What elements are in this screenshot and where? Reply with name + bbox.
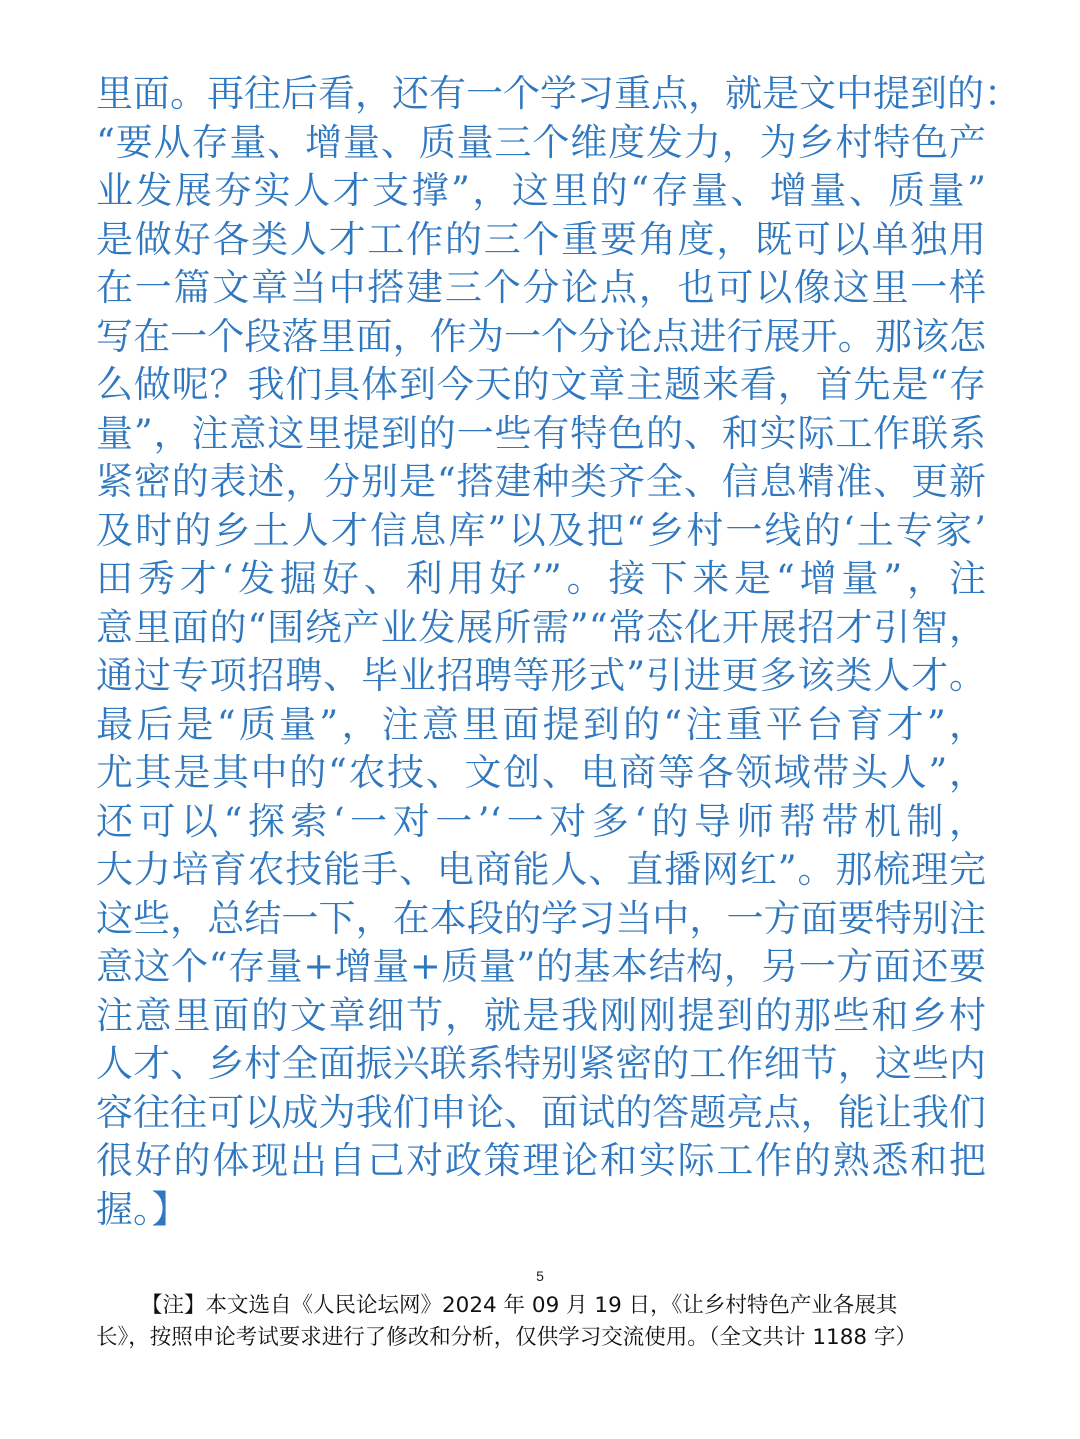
body-line: 通过专项招聘、毕业招聘等形式”引进更多该类人才。	[96, 654, 986, 697]
note-line: 长》，按照申论考试要求进行了修改和分析，仅供学习交流使用。（全文共计 1188 字）	[96, 1325, 917, 1350]
body-line: 意这个“存量+增量+质量”的基本结构，另一方面还要	[96, 945, 986, 988]
body-line: 容往往可以成为我们申论、面试的答题亮点，能让我们	[96, 1090, 986, 1134]
body-line: 握。】	[96, 1187, 189, 1231]
body-line: 很好的体现出自己对政策理论和实际工作的熟悉和把	[96, 1139, 986, 1182]
body-line: 写在一个段落里面，作为一个分论点进行展开。那该怎	[96, 314, 986, 358]
page-number: 5	[536, 1268, 544, 1284]
body-line: 最后是“质量”，注意里面提到的“注重平台育才”，	[96, 702, 986, 746]
body-line: 这些，总结一下，在本段的学习当中，一方面要特别注	[96, 896, 986, 940]
body-line: 大力培育农技能手、电商能人、直播网红”。那梳理完	[96, 848, 986, 891]
body-line: 田秀才‘发掘好、利用好’”。接下来是“增量”，注	[96, 557, 986, 600]
body-line: 么做呢？我们具体到今天的文章主题来看，首先是“存	[96, 363, 986, 406]
body-line: 还可以“探索‘一对一’‘一对多‘的导师帮带机制，	[96, 799, 986, 843]
body-line: 及时的乡土人才信息库”以及把“乡村一线的‘土专家’	[96, 508, 986, 552]
body-line: 里面。再往后看，还有一个学习重点，就是文中提到的：	[96, 72, 1021, 115]
body-line: 在一篇文章当中搭建三个分论点，也可以像这里一样	[96, 266, 986, 309]
body-line: 业发展夯实人才支撑”，这里的“存量、增量、质量”	[96, 169, 986, 212]
body-line: 是做好各类人才工作的三个重要角度，既可以单独用	[96, 217, 986, 261]
note-line: 【注】本文选自《人民论坛网》2024 年 09 月 19 日，《让乡村特色产业各展其	[141, 1293, 898, 1318]
body-line: 尤其是其中的“农技、文创、电商等各领域带头人”，	[96, 751, 986, 794]
source-note	[96, 1290, 996, 1354]
body-line: 人才、乡村全面振兴联系特别紧密的工作细节，这些内	[96, 1042, 986, 1085]
body-line: 意里面的“围绕产业发展所需”“常态化开展招才引智，	[96, 605, 986, 649]
body-text	[96, 70, 1021, 1234]
body-line: 量”，注意这里提到的一些有特色的、和实际工作联系	[96, 411, 986, 455]
body-line: 注意里面的文章细节，就是我刚刚提到的那些和乡村	[96, 993, 986, 1037]
body-line: “要从存量、增量、质量三个维度发力，为乡村特色产	[96, 120, 986, 164]
body-line: 紧密的表述，分别是“搭建种类齐全、信息精准、更新	[96, 460, 986, 503]
